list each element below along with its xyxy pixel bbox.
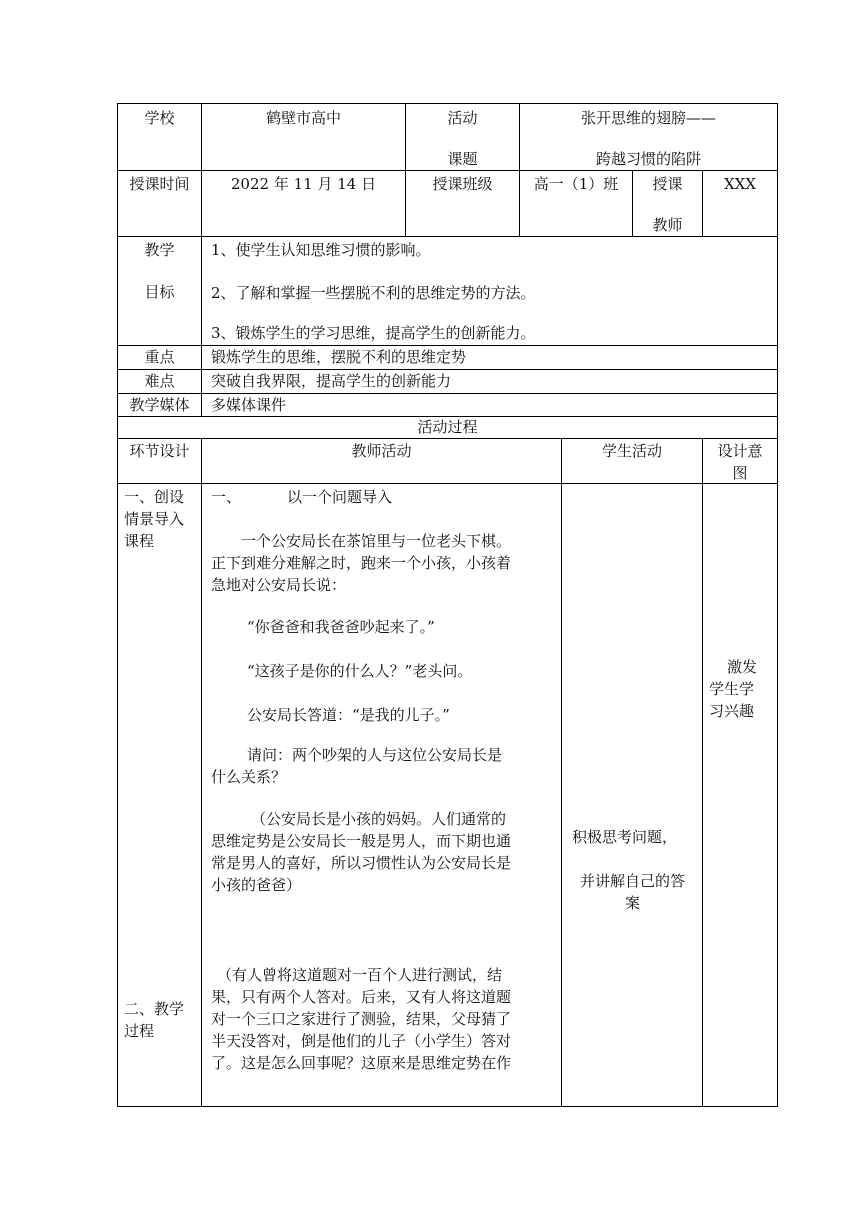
student-activity-line: 并讲解自己的答 bbox=[579, 872, 685, 890]
topic-label-line1: 活动 bbox=[447, 109, 478, 127]
key-point-label: 重点 bbox=[144, 348, 175, 366]
col-header-stage: 环节设计 bbox=[129, 442, 190, 460]
design-intent-line: 激发 bbox=[727, 658, 758, 676]
teacher-line: 了。这是怎么回事呢？这原来是思维定势在作 bbox=[211, 1054, 512, 1072]
table-border-bottom bbox=[117, 1106, 778, 1107]
time-label: 授课时间 bbox=[129, 175, 190, 193]
media-label: 教学媒体 bbox=[129, 396, 190, 414]
difficulty-label: 难点 bbox=[144, 372, 175, 390]
stage-2-line: 二、教学 bbox=[124, 1000, 185, 1018]
row-line bbox=[117, 236, 778, 237]
teacher-heading-text: 以一个问题导入 bbox=[287, 488, 393, 506]
student-activity-line: 案 bbox=[624, 894, 640, 912]
stage-1-line: 课程 bbox=[124, 532, 155, 550]
col-header-intent-line2: 图 bbox=[732, 464, 748, 482]
row-line bbox=[117, 483, 778, 484]
col-line bbox=[702, 438, 703, 1107]
teacher-paragraph-1 bbox=[211, 530, 556, 596]
student-activity-line1: 积极思考问题， bbox=[572, 828, 678, 846]
stage-1-line: 一、创设 bbox=[124, 488, 185, 506]
media-value: 多媒体课件 bbox=[211, 396, 287, 414]
teacher-label-line1: 授课 bbox=[652, 175, 683, 193]
stage-2-line: 过程 bbox=[124, 1022, 155, 1040]
teacher-paragraph-3 bbox=[211, 660, 556, 682]
design-intent bbox=[709, 656, 775, 722]
topic-value-line1: 张开思维的翅膀—— bbox=[580, 109, 716, 127]
teacher-line: 思维定势是公安局长一般是男人，而下期也通 bbox=[211, 832, 512, 850]
teacher-line: 果，只有两个人答对。后来，又有人将这道题 bbox=[211, 988, 512, 1006]
teacher-paragraph-2 bbox=[211, 616, 556, 638]
row-line bbox=[117, 170, 778, 171]
process-title: 活动过程 bbox=[417, 418, 478, 436]
teacher-line: “你爸爸和我爸爸吵起来了。” bbox=[247, 618, 435, 636]
stage-1-line: 情景导入 bbox=[124, 510, 185, 528]
teacher-line: 常是男人的喜好，所以习惯性认为公安局长是 bbox=[211, 854, 512, 872]
teacher-line: 公安局长答道：“是我的儿子。” bbox=[247, 706, 450, 724]
table-border-top bbox=[117, 103, 778, 104]
goals-label-line1: 教学 bbox=[144, 241, 175, 259]
class-value: 高一（1）班 bbox=[533, 175, 619, 193]
design-intent-line: 习兴趣 bbox=[709, 702, 755, 720]
student-activity-block2 bbox=[565, 870, 700, 914]
teacher-line: 正下到难分难解之时，跑来一个小孩，小孩着 bbox=[211, 554, 512, 572]
goal-item: 1、使学生认知思维习惯的影响。 bbox=[211, 241, 431, 259]
teacher-line: 请问：两个吵架的人与这位公安局长是 bbox=[247, 746, 503, 764]
col-line bbox=[201, 103, 202, 416]
school-value: 鹤壁市高中 bbox=[265, 109, 341, 127]
col-line bbox=[561, 438, 562, 1107]
teacher-line: 对一个三口之家进行了测验，结果，父母猜了 bbox=[211, 1010, 512, 1028]
class-label: 授课班级 bbox=[432, 175, 493, 193]
goal-item: 2、了解和掌握一些摆脱不利的思维定势的方法。 bbox=[211, 284, 536, 302]
col-header-teacher: 教师活动 bbox=[351, 442, 412, 460]
topic-label-line2: 课题 bbox=[447, 150, 478, 168]
stage-1 bbox=[124, 486, 200, 552]
topic-value-line2: 跨越习惯的陷阱 bbox=[595, 150, 701, 168]
teacher-paragraph-5 bbox=[211, 744, 556, 788]
teacher-label-line2: 教师 bbox=[652, 216, 683, 234]
teacher-line: （有人曾将这道题对一百个人进行测试，结 bbox=[217, 966, 503, 984]
teacher-paragraph-6 bbox=[211, 808, 556, 896]
teacher-paragraph-4 bbox=[211, 704, 556, 726]
difficulty-value: 突破自我界限，提高学生的创新能力 bbox=[211, 372, 452, 390]
goals-label-line2: 目标 bbox=[144, 283, 175, 301]
school-label: 学校 bbox=[144, 109, 175, 127]
col-header-intent-line1: 设计意 bbox=[717, 442, 763, 460]
key-point-value: 锻炼学生的思维，摆脱不利的思维定势 bbox=[211, 348, 467, 366]
col-header-student: 学生活动 bbox=[601, 442, 662, 460]
stage-2 bbox=[124, 998, 200, 1042]
goal-item: 3、锻炼学生的学习思维，提高学生的创新能力。 bbox=[211, 324, 536, 342]
teacher-line: （公安局长是小孩的妈妈。人们通常的 bbox=[251, 810, 507, 828]
teacher-heading-number: 一、 bbox=[211, 488, 242, 506]
teacher-line: 小孩的爸爸） bbox=[211, 876, 302, 894]
design-intent-line: 学生学 bbox=[709, 680, 755, 698]
teacher-line: 急地对公安局长说： bbox=[211, 576, 347, 594]
teacher-value: XXX bbox=[723, 175, 757, 193]
table-border-right bbox=[777, 103, 778, 1107]
teacher-line: 半天没答对，倒是他们的儿子（小学生）答对 bbox=[211, 1032, 512, 1050]
teacher-paragraph-7 bbox=[211, 964, 556, 1074]
row-line bbox=[117, 438, 778, 439]
teacher-line: 一个公安局长在茶馆里与一位老头下棋。 bbox=[241, 532, 512, 550]
teacher-line: 什么关系？ bbox=[211, 768, 287, 786]
col-line bbox=[201, 438, 202, 1107]
teacher-line: “这孩子是你的什么人？”老头问。 bbox=[247, 662, 473, 680]
teacher-heading bbox=[211, 486, 556, 508]
time-value: 2022 年 11 月 14 日 bbox=[230, 175, 377, 193]
